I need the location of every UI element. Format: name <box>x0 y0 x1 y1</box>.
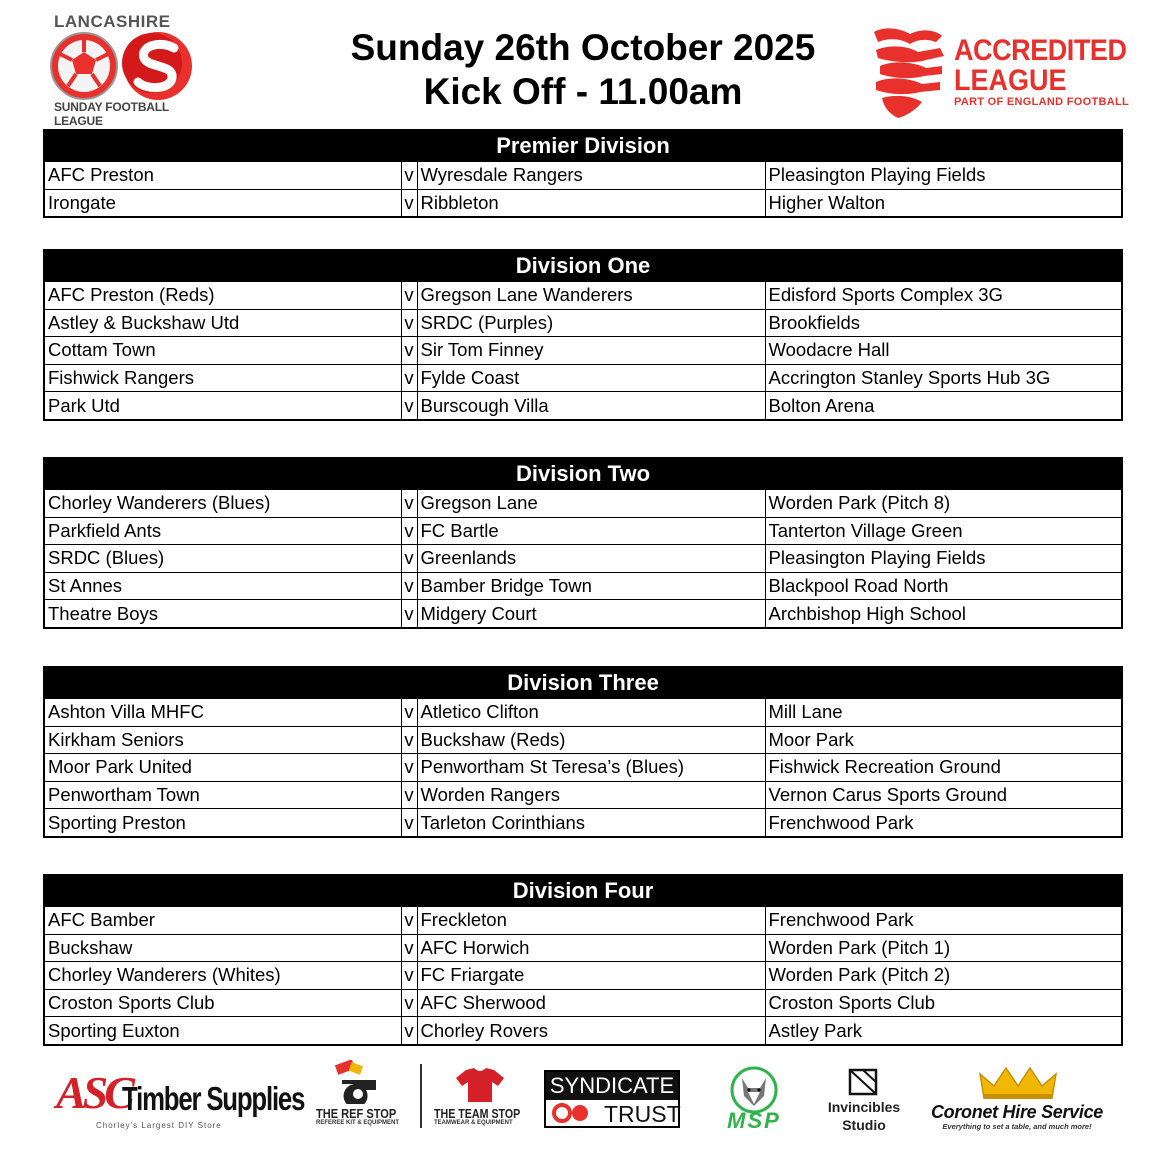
kickoff-time: Kick Off - 11.00am <box>423 71 743 112</box>
division-table <box>43 457 1123 629</box>
versus-label: v <box>401 934 417 962</box>
whistle-icon <box>314 1060 410 1104</box>
home-team: Chorley Wanderers (Blues) <box>44 489 401 517</box>
invincibles-mark-icon <box>818 1068 910 1096</box>
division-table <box>43 666 1123 838</box>
home-team: Penwortham Town <box>44 781 401 809</box>
venue: Woodacre Hall <box>765 337 1122 365</box>
home-team: Ashton Villa MHFC <box>44 698 401 726</box>
home-team: Moor Park United <box>44 754 401 782</box>
versus-label: v <box>401 1017 417 1045</box>
division-table <box>43 874 1123 1046</box>
fixture-row <box>44 781 1122 809</box>
home-team: Fishwick Rangers <box>44 364 401 392</box>
venue: Fishwick Recreation Ground <box>765 754 1122 782</box>
away-team: Midgery Court <box>417 600 765 628</box>
venue: Edisford Sports Complex 3G <box>765 281 1122 309</box>
ref-stop-name: THE REF STOP <box>316 1106 397 1121</box>
versus-label: v <box>401 189 417 217</box>
versus-label: v <box>401 517 417 545</box>
fixture-row <box>44 1017 1122 1045</box>
away-team: FC Friargate <box>417 962 765 990</box>
versus-label: v <box>401 809 417 837</box>
division-heading: Division One <box>44 250 1122 281</box>
trust-text: TRUST <box>604 1101 681 1127</box>
fixture-row <box>44 726 1122 754</box>
fixture-row <box>44 545 1122 573</box>
home-team: Sporting Euxton <box>44 1017 401 1045</box>
division-table <box>43 249 1123 421</box>
home-team: Park Utd <box>44 392 401 420</box>
away-team: Freckleton <box>417 906 765 934</box>
versus-label: v <box>401 392 417 420</box>
asc-name: Timber Supplies <box>122 1080 305 1117</box>
venue: Worden Park (Pitch 8) <box>765 489 1122 517</box>
home-team: Parkfield Ants <box>44 517 401 545</box>
division-heading: Division Two <box>44 458 1122 489</box>
fixture-row <box>44 600 1122 628</box>
venue: Croston Sports Club <box>765 989 1122 1017</box>
away-team: Burscough Villa <box>417 392 765 420</box>
fixture-row <box>44 698 1122 726</box>
versus-label: v <box>401 309 417 337</box>
away-team: Buckshaw (Reds) <box>417 726 765 754</box>
home-team: AFC Preston <box>44 161 401 189</box>
home-team: Buckshaw <box>44 934 401 962</box>
venue: Pleasington Playing Fields <box>765 545 1122 573</box>
accredited-text-line2: LEAGUE <box>954 64 1067 97</box>
home-team: Cottam Town <box>44 337 401 365</box>
league-badge-icon <box>48 30 198 102</box>
home-team: St Annes <box>44 572 401 600</box>
fixture-row <box>44 392 1122 420</box>
league-logo-top-text: LANCASHIRE <box>54 12 171 31</box>
venue: Worden Park (Pitch 1) <box>765 934 1122 962</box>
division-table <box>43 129 1123 218</box>
fixture-row <box>44 989 1122 1017</box>
studio-text: Studio <box>842 1117 886 1133</box>
fixture-row <box>44 337 1122 365</box>
fixture-row <box>44 309 1122 337</box>
division-heading: Premier Division <box>44 130 1122 161</box>
away-team: Gregson Lane <box>417 489 765 517</box>
away-team: SRDC (Purples) <box>417 309 765 337</box>
home-team: AFC Bamber <box>44 906 401 934</box>
away-team: AFC Horwich <box>417 934 765 962</box>
venue: Frenchwood Park <box>765 809 1122 837</box>
fixture-row <box>44 572 1122 600</box>
fixture-row <box>44 189 1122 217</box>
venue: Higher Walton <box>765 189 1122 217</box>
asc-timber-logo <box>56 1066 305 1136</box>
away-team: Ribbleton <box>417 189 765 217</box>
fixture-row <box>44 962 1122 990</box>
home-team: AFC Preston (Reds) <box>44 281 401 309</box>
division-heading: Division Four <box>44 875 1122 906</box>
away-team: Chorley Rovers <box>417 1017 765 1045</box>
venue: Bolton Arena <box>765 392 1122 420</box>
away-team: AFC Sherwood <box>417 989 765 1017</box>
versus-label: v <box>401 600 417 628</box>
syndicate-text: SYNDICATE <box>546 1072 678 1100</box>
msp-logo <box>704 1066 804 1132</box>
away-team: Gregson Lane Wanderers <box>417 281 765 309</box>
msp-text: MSP <box>727 1108 781 1133</box>
venue: Frenchwood Park <box>765 906 1122 934</box>
league-logo <box>48 12 198 128</box>
coronet-hire-logo <box>922 1064 1112 1134</box>
invincibles-studio-logo <box>818 1068 910 1134</box>
fixture-row <box>44 754 1122 782</box>
versus-label: v <box>401 364 417 392</box>
syndicate-mark-icon <box>552 1102 592 1124</box>
venue: Pleasington Playing Fields <box>765 161 1122 189</box>
venue: Worden Park (Pitch 2) <box>765 962 1122 990</box>
fixture-row <box>44 906 1122 934</box>
syndicate-trust-logo <box>544 1070 680 1128</box>
versus-label: v <box>401 962 417 990</box>
home-team: Sporting Preston <box>44 809 401 837</box>
team-stop-tagline: TEAMWEAR & EQUIPMENT <box>434 1120 513 1126</box>
away-team: Worden Rangers <box>417 781 765 809</box>
asc-mark: ASC <box>56 1067 131 1118</box>
versus-label: v <box>401 337 417 365</box>
accredited-text-line3: PART OF ENGLAND FOOTBALL <box>954 96 1130 108</box>
away-team: Fylde Coast <box>417 364 765 392</box>
venue: Astley Park <box>765 1017 1122 1045</box>
sponsor-divider <box>420 1064 422 1128</box>
husky-icon <box>704 1066 804 1114</box>
venue: Mill Lane <box>765 698 1122 726</box>
accredited-text-line1: ACCREDITED <box>954 34 1127 67</box>
accredited-league-logo <box>870 26 1130 120</box>
versus-label: v <box>401 281 417 309</box>
league-logo-bottom-text: SUNDAY FOOTBALL LEAGUE <box>54 100 169 128</box>
ref-stop-logo <box>314 1060 410 1132</box>
fixture-row <box>44 364 1122 392</box>
home-team: Irongate <box>44 189 401 217</box>
invincibles-text: Invincibles <box>827 1099 901 1115</box>
away-team: Greenlands <box>417 545 765 573</box>
asc-tagline: Chorley's Largest DIY Store <box>96 1121 222 1130</box>
away-team: Wyresdale Rangers <box>417 161 765 189</box>
versus-label: v <box>401 572 417 600</box>
fixture-row <box>44 281 1122 309</box>
fixture-row <box>44 489 1122 517</box>
ref-stop-tagline: REFEREE KIT & EQUIPMENT <box>316 1120 400 1126</box>
versus-label: v <box>401 489 417 517</box>
away-team: Penwortham St Teresa’s (Blues) <box>417 754 765 782</box>
fixture-row <box>44 809 1122 837</box>
venue: Blackpool Road North <box>765 572 1122 600</box>
home-team: Chorley Wanderers (Whites) <box>44 962 401 990</box>
versus-label: v <box>401 781 417 809</box>
fixture-date: Sunday 26th October 2025 <box>350 27 816 68</box>
division-heading: Division Three <box>44 667 1122 698</box>
coronet-name: Coronet Hire Service <box>930 1102 1104 1122</box>
fixture-row <box>44 517 1122 545</box>
fixture-row <box>44 934 1122 962</box>
versus-label: v <box>401 906 417 934</box>
versus-label: v <box>401 989 417 1017</box>
venue: Accrington Stanley Sports Hub 3G <box>765 364 1122 392</box>
venue: Moor Park <box>765 726 1122 754</box>
versus-label: v <box>401 161 417 189</box>
three-lions-icon <box>870 26 948 120</box>
home-team: Kirkham Seniors <box>44 726 401 754</box>
home-team: SRDC (Blues) <box>44 545 401 573</box>
shirt-icon <box>432 1066 528 1104</box>
fixture-row <box>44 161 1122 189</box>
versus-label: v <box>401 698 417 726</box>
away-team: Sir Tom Finney <box>417 337 765 365</box>
venue: Vernon Carus Sports Ground <box>765 781 1122 809</box>
team-stop-logo <box>432 1066 528 1132</box>
crown-icon <box>922 1064 1112 1102</box>
away-team: FC Bartle <box>417 517 765 545</box>
versus-label: v <box>401 754 417 782</box>
home-team: Croston Sports Club <box>44 989 401 1017</box>
versus-label: v <box>401 545 417 573</box>
away-team: Atletico Clifton <box>417 698 765 726</box>
away-team: Tarleton Corinthians <box>417 809 765 837</box>
team-stop-name: THE TEAM STOP <box>434 1106 521 1121</box>
home-team: Theatre Boys <box>44 600 401 628</box>
venue: Tanterton Village Green <box>765 517 1122 545</box>
page-header <box>0 0 1169 128</box>
away-team: Bamber Bridge Town <box>417 572 765 600</box>
venue: Archbishop High School <box>765 600 1122 628</box>
venue: Brookfields <box>765 309 1122 337</box>
coronet-tagline: Everything to set a table, and much more! <box>942 1122 1092 1131</box>
versus-label: v <box>401 726 417 754</box>
fixture-title <box>300 26 866 114</box>
home-team: Astley & Buckshaw Utd <box>44 309 401 337</box>
